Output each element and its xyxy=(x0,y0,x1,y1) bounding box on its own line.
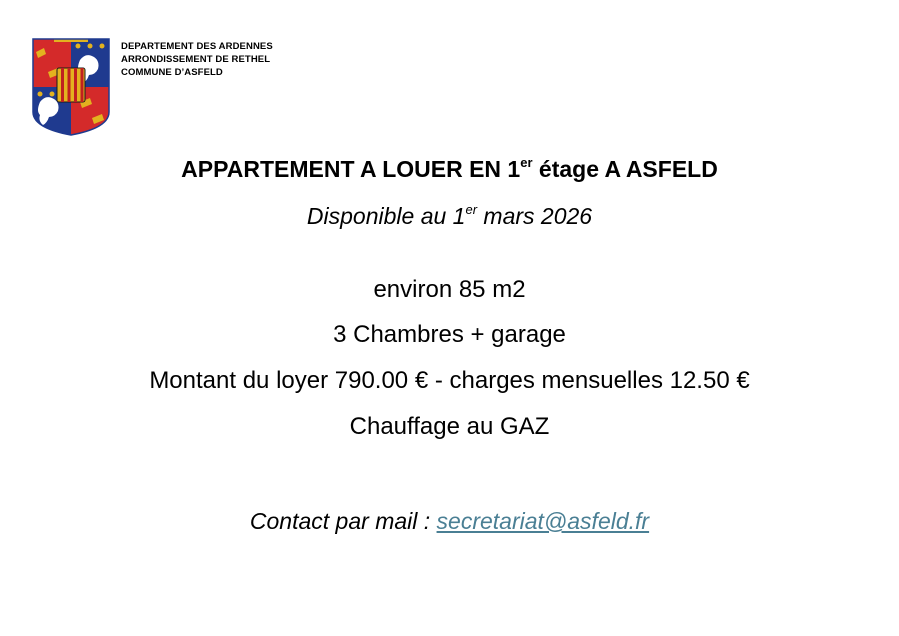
title-text-start: APPARTEMENT A LOUER EN 1 xyxy=(181,156,521,182)
contact-label: Contact par mail : xyxy=(249,508,437,534)
availability-text-end: mars 2026 xyxy=(477,203,593,229)
availability-superscript: er xyxy=(465,202,478,217)
rooms-detail: 3 Chambres + garage xyxy=(333,321,566,348)
availability-line xyxy=(0,203,899,230)
announcement-title xyxy=(0,156,899,183)
title-superscript: er xyxy=(520,155,533,170)
availability-text-start: Disponible au 1 xyxy=(306,203,466,229)
coat-of-arms-icon xyxy=(32,38,110,136)
title-text-end: étage A ASFELD xyxy=(532,156,718,182)
commune-line: COMMUNE D’ASFELD xyxy=(121,67,223,78)
rent-detail: Montant du loyer 790.00 € - charges mensuelles 12.50 € xyxy=(149,367,750,394)
municipality-header xyxy=(121,40,273,79)
contact-email-link[interactable]: secretariat@asfeld.fr xyxy=(436,508,650,534)
arrondissement-line: ARRONDISSEMENT DE RETHEL xyxy=(121,54,271,65)
heating-detail: Chauffage au GAZ xyxy=(349,413,550,440)
department-line: DEPARTEMENT DES ARDENNES xyxy=(121,41,273,52)
surface-detail: environ 85 m2 xyxy=(373,276,526,303)
contact-line xyxy=(0,508,899,535)
